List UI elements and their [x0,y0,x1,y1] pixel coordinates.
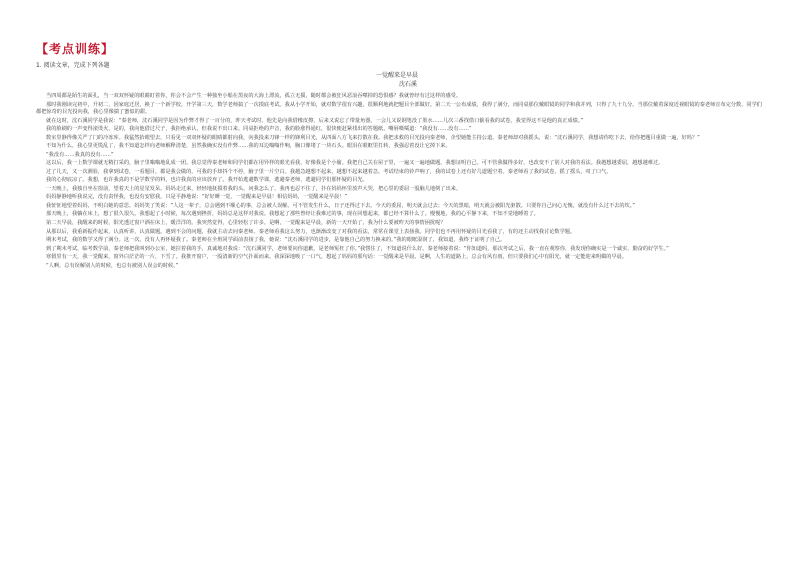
article-author: 沈石溪 [398,81,417,88]
article-paragraph: 从那以后，我重新振作起来，认真听讲，认真做题。遇到不会的问题，我就主动去问秦老师。秦老师看我这么努力，也渐渐改变了对我的看法，常常在课堂上表扬我。同学们也不再用怀疑的目光看我了，有的还主动找我讨论数学题。 [46,228,576,235]
article-paragraph: “人啊，总有误解别人的时候，也总有被别人误会的时候。” [46,262,179,269]
article-paragraph: 过了几天，又一次测验，我拿到试卷，一看题目，都是我会做的，可我的手却抖个不停，脑子里一片空白。我越急越想不起来，越想不起来越着急。考试结束的铃声响了，我的试卷上还有好几道题空着。秦老师看了我的试卷，摇了摇头，叹了口气。 [46,168,612,175]
article-paragraph: 一天晚上，我独自坐在窗前，望着天上的星星发呆。妈妈走过来，轻轻地抚摸着我的头，问我怎么了。我再也忍不住了，扑在妈妈怀里放声大哭，把心里的委屈一股脑儿地倒了出来。 [46,185,462,192]
article-paragraph: 当四周都是陌生的面孔，当一双双怀疑的眼睛盯着你，你会不会产生一种独坐小船在黑夜的大海上漂流，孤立无援，随时都会被狂风恶浪吞噬掉的恐惧感？我就曾经有过这样的感受。 [46,93,462,100]
article-paragraph: 我的脸刷的一声变得滚烫火，是的，我向他借过尺子，我拒绝承认，但我说不出口来。同桌拒绝的声音，我的脸涨得通红，很快便赶紧找出的答题纸，嘴唇嗫嚅道：“我没有……没有……” [46,126,472,133]
article-paragraph: 那时我刚读完初中，升初二，因家庭迁居，换了一个新学校。开学第三天，数学老师搞了一次摸底考试。我从小学开始，就对数学很有兴趣，很顺利地就把题目全部做好。第二天一公布成绩，我得了满分，而同桌那位戴眼镜的同学和我并列，只得了九十九分。当那位戴着深度近视眼镜的秦老师宣布完分数，同学们都把惊奇的目光投向我，我心里像揣了蜜似的甜。 [36,101,762,116]
question-prompt: 1. 阅读文章，完成下列各题 [36,62,110,69]
article-paragraph: 寒假里有一天，我一觉醒来，窗外白茫茫的一片，下雪了。我推开窗户，一股清新的空气扑面而来。我深深地吸了一口气，想起了妈妈的那句话：一觉醒来是早晨。是啊，人生的道路上，总会有风有雨，但只要我们心中有阳光，就一定能迎来明媚的早晨。 [46,254,628,261]
article-paragraph: 妈妈静静地听我说完，没有责怪我，也没有安慰我，只是平静地说：“好好睡一觉，一觉醒来是早晨！相信妈妈，一觉醒来是早晨！” [46,194,348,201]
article-paragraph: 数室里静得像关严了门的冷冻库。我猛然抬眼望去，只看见一双双怀疑的眼睛都射向我，向我投来刀锋一样的锋利目光，从四面八方飞来打散在我。我把求救的目光投向秦老师，企望她能主持公道。秦老师却对我摇头，说：“沈石溪同学，我想请你吃下去，给你把题目重做一遍，好吗？” [46,134,700,141]
article-title: 一觉醒来是早晨 [375,72,418,79]
article-paragraph: 第二天早晨，我醒来的时候，阳光透过窗户洒在床上，暖洋洋的。我突然觉得，心里轻松了许多。是啊，一觉醒来是早晨，新的一天开始了，我为什么要被昨天的事情困扰呢？ [46,219,446,226]
article-paragraph: 我的心彻底凉了。我想，也许我真的不是学数学的料，也许我真的应该放弃了。我开始逃避数学课，逃避秦老师，逃避同学们那怀疑的目光。 [46,177,368,184]
article-paragraph: 到了期末考试，临考数学前，秦老师把我叫到办公室，她拉着我的手，真诚地对我说：“沈石溪同学，老师要向你道歉，是老师冤枉了你。”我愣住了，不知道说什么好。秦老师接着说：“你知道吗，那次考试之后，我一直在观察你，我发现你确实是一个诚实、勤奋的好学生。” [46,245,669,252]
article-paragraph: “我没有……我真的没有……” [46,151,114,158]
article-paragraph: 不知为什么，我心里更慌乱了，我不知道怎样向老师解释清楚，虽然我确实没有作弊……我的耳边嗡嗡作响，胸口像堵了一块石头。眼泪在眼眶里打转，我强忍着没让它掉下来。 [46,143,451,150]
article-paragraph: 期末考试，我的数学又得了满分。这一次，没有人再怀疑我了。秦老师在全班同学面前表扬了我，她说：“沈石溪同学的进步，是靠他自己的努力换来的。”我的眼眶湿润了，我知道，我终于证明了自己。 [46,237,506,244]
article-paragraph: 这以后，我一上数学课就无精打采的，脑子里嗡嗡地乱成一团。我总觉得秦老师和同学们都在用异样的眼光看我，好像我是个小偷。我把自己关在屋子里，一遍又一遍地做题，我想证明自己。可不管我做得多好，也改变不了别人对我的看法。我越想越委屈，越想越难过。 [46,160,664,167]
article-paragraph: 我怔怔地望着妈妈，不明白她的意思。妈妈笑了笑说：“人这一辈子，总会遇到不顺心的事，总会被人误解。可不管发生什么，日子还得过下去。今天的委屈，明天就会过去；今天的黑暗，明天就会被阳光驱散。只要你自己问心无愧，就没有什么过不去的坎。” [46,202,635,209]
article-paragraph: 就在这时，沈石溪同学是我说：“秦老师，沈石溪同学是因为作弊才得了一百分的，昨天考试时，他先是向我借橡皮擦，后来又说忘了带量角器，一会儿又说钢笔没了墨水……几次三番找借口偷看我的试卷，我觉得这不是他的真正成绩。” [46,117,584,124]
article-body [36,92,762,270]
section-tag: 【考点训练】 [36,42,115,56]
article-paragraph: 那天晚上，我躺在床上，想了很久很久。我想起了小时候，每次遇到挫折，妈妈总是这样对我说。我想起了那些曾经让我难过的事，现在回想起来，都已经不算什么了。慢慢地，我的心平静下来，不知不觉地睡着了。 [46,211,539,218]
